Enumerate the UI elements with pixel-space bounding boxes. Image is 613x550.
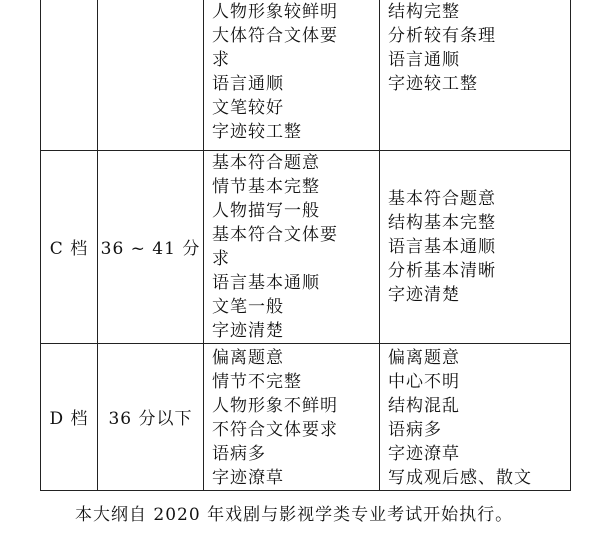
- criteria-line: 文笔较好: [212, 98, 284, 118]
- grade-cell: D 档: [41, 343, 98, 490]
- criteria-line: 基本符合题意: [212, 152, 320, 173]
- criteria-line: 大体符合文体要: [212, 26, 338, 46]
- criteria-line: 求: [212, 248, 230, 269]
- criteria-line: 语言通顺: [212, 74, 284, 94]
- content-criteria-cell: [204, 0, 380, 150]
- table-row: [41, 150, 571, 343]
- criteria-line: 中心不明: [388, 371, 460, 392]
- grading-table: [40, 0, 571, 491]
- criteria-line: 字迹潦草: [212, 467, 284, 488]
- criteria-line: 人物形象较鲜明: [212, 2, 338, 22]
- analysis-criteria-cell: [380, 150, 571, 343]
- analysis-criteria-cell: [380, 343, 571, 490]
- criteria-line: 基本符合题意: [388, 188, 496, 209]
- criteria-line: 语言基本通顺: [212, 272, 320, 293]
- criteria-line: 字迹较工整: [212, 122, 302, 142]
- criteria-line: 结构完整: [388, 2, 460, 22]
- criteria-line: 不符合文体要求: [212, 419, 338, 440]
- criteria-line: 字迹潦草: [388, 443, 460, 464]
- score-cell: [98, 0, 204, 150]
- analysis-criteria-cell: [380, 0, 571, 150]
- criteria-line: 语言基本通顺: [388, 236, 496, 257]
- criteria-line: 文笔一般: [212, 296, 284, 317]
- table-row: [41, 0, 571, 150]
- criteria-line: 情节不完整: [212, 371, 302, 392]
- grade-cell: [41, 0, 98, 150]
- criteria-line: 字迹较工整: [388, 74, 478, 94]
- criteria-line: 基本符合文体要: [212, 224, 338, 245]
- criteria-line: 结构混乱: [388, 395, 460, 416]
- criteria-line: 偏离题意: [388, 347, 460, 368]
- criteria-line: 语病多: [388, 419, 442, 440]
- footer-note: 本大纲自 2020 年戏剧与影视学类专业考试开始执行。: [75, 505, 514, 525]
- criteria-line: 偏离题意: [212, 347, 284, 368]
- criteria-line: 字迹清楚: [388, 284, 460, 305]
- content-criteria-cell: [204, 150, 380, 343]
- content-criteria-cell: [204, 343, 380, 490]
- score-cell: 36 ~ 41 分: [98, 150, 204, 343]
- criteria-line: 写成观后感、散文: [388, 467, 532, 488]
- criteria-line: 人物描写一般: [212, 200, 320, 221]
- criteria-line: 求: [212, 50, 230, 70]
- score-cell: 36 分以下: [98, 343, 204, 490]
- criteria-line: 分析较有条理: [388, 26, 496, 46]
- criteria-line: 分析基本清晰: [388, 260, 496, 281]
- criteria-line: 结构基本完整: [388, 212, 496, 233]
- criteria-line: 情节基本完整: [212, 176, 320, 197]
- criteria-line: 字迹清楚: [212, 320, 284, 341]
- criteria-line: 语病多: [212, 443, 266, 464]
- table-row: [41, 343, 571, 490]
- criteria-line: 语言通顺: [388, 50, 460, 70]
- grade-cell: C 档: [41, 150, 98, 343]
- criteria-line: 人物形象不鲜明: [212, 395, 338, 416]
